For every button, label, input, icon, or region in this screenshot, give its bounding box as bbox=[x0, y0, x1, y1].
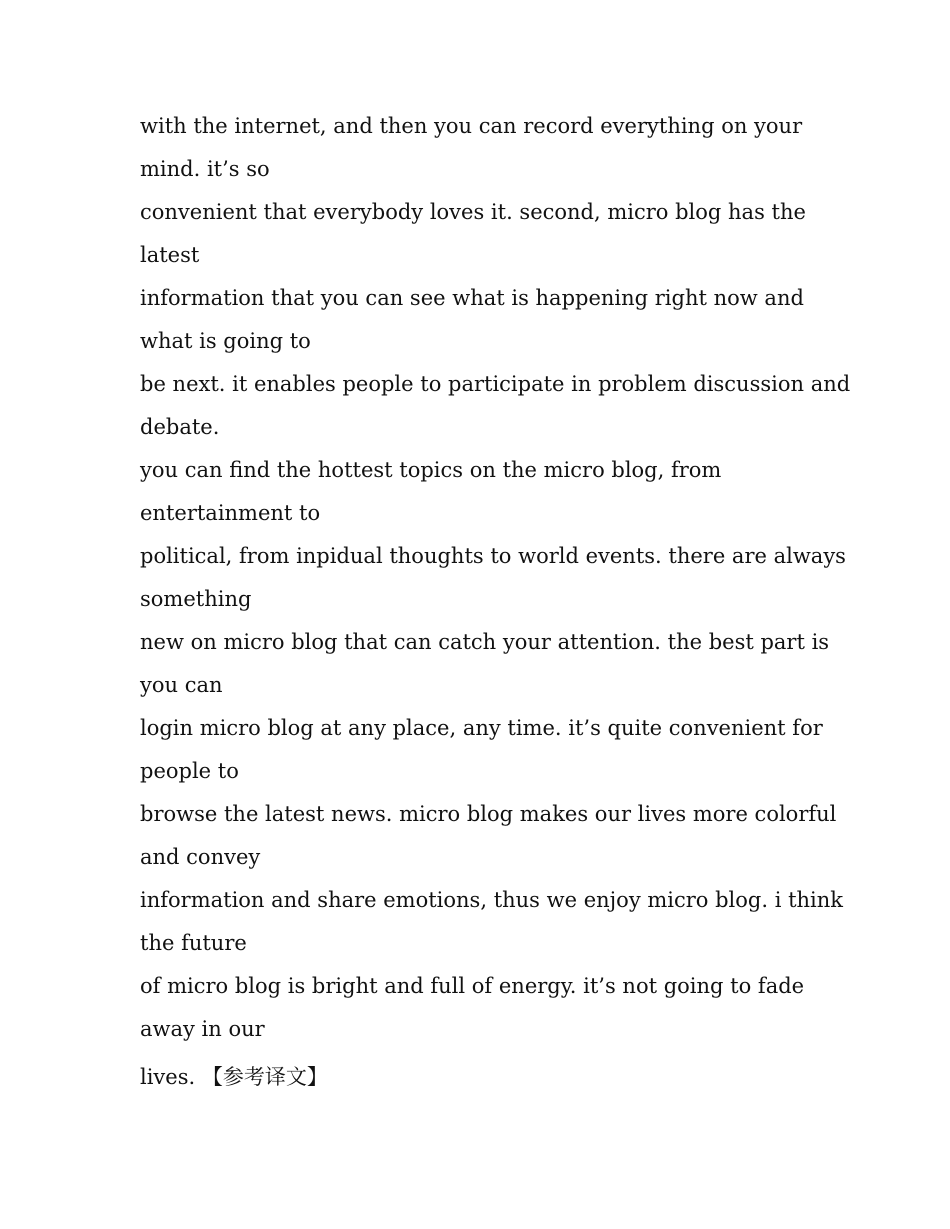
text-line: of micro blog is bright and full of energy. it’s not going to fade bbox=[140, 974, 805, 998]
text-line: latest bbox=[140, 243, 200, 267]
text-line: you can find the hottest topics on the micro blog, from bbox=[140, 458, 722, 482]
text-line: information that you can see what is happening right now and bbox=[140, 286, 804, 310]
text-line: the future bbox=[140, 931, 247, 955]
text-line: new on micro blog that can catch your attention. the best part is bbox=[140, 630, 830, 654]
text-line: something bbox=[140, 587, 252, 611]
text-line: away in our bbox=[140, 1017, 265, 1041]
text-line: convenient that everybody loves it. second, micro blog has the bbox=[140, 200, 806, 224]
text-line: with the internet, and then you can record everything on your bbox=[140, 114, 803, 138]
final-line-with-translation-marker: lives. 【参考译文】 bbox=[140, 1065, 328, 1089]
text-line: debate. bbox=[140, 415, 220, 439]
text-line: you can bbox=[140, 673, 223, 697]
body-text bbox=[140, 105, 851, 1099]
text-line: information and share emotions, thus we enjoy micro blog. i think bbox=[140, 888, 844, 912]
text-line: browse the latest news. micro blog makes our lives more colorful bbox=[140, 802, 837, 826]
text-line: login micro blog at any place, any time. it’s quite convenient for bbox=[140, 716, 823, 740]
text-line: what is going to bbox=[140, 329, 311, 353]
text-line: mind. it’s so bbox=[140, 157, 270, 181]
text-line: and convey bbox=[140, 845, 261, 869]
text-line: people to bbox=[140, 759, 239, 783]
text-line: entertainment to bbox=[140, 501, 321, 525]
text-line: be next. it enables people to participate in problem discussion and bbox=[140, 372, 851, 396]
text-line: political, from inpidual thoughts to world events. there are always bbox=[140, 544, 846, 568]
